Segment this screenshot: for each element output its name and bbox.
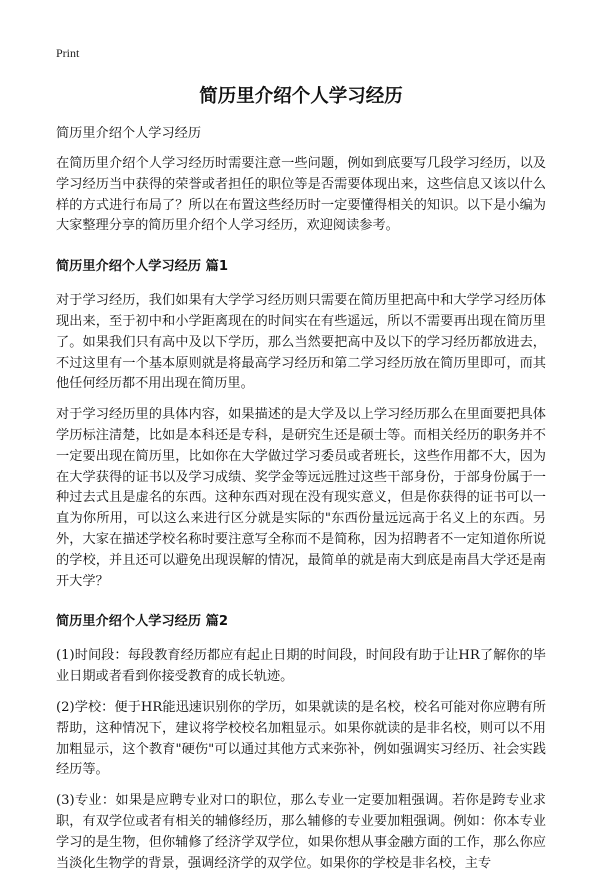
section-2-paragraph: (1)时间段：每段教育经历都应有起止日期的时间段，时间段有助于让HR了解你的毕业日期或者看到你接受教育的成长轨迹。 xyxy=(56,648,546,685)
section-heading-1: 简历里介绍个人学习经历 篇1 xyxy=(56,259,229,275)
print-link[interactable]: Print xyxy=(56,46,80,60)
section-heading-2: 简历里介绍个人学习经历 篇2 xyxy=(56,614,229,630)
intro-paragraph: 在简历里介绍个人学习经历时需要注意一些问题，例如到底要写几段学习经历，以及学习经历当中获得的荣誉或者担任的职位等是否需要体现出来，这些信息又该以什么样的方式进行布局了？所以在布置这些经历时一定要懂得相关的知识。以下是小编为大家整理分享的简历里介绍个人学习经历，欢迎阅读参考。 xyxy=(56,156,546,234)
section-2-paragraph: (2)学校：便于HR能迅速识别你的学历，如果就读的是名校，校名可能对你应聘有所帮助，这种情况下，建议将学校校名加粗显示。如果你就读的是非名校，则可以不用加粗显示，这个教育"硬伤"可以通过其他方式来弥补，例如强调实习经历、社会实践经历等。 xyxy=(56,699,546,778)
document-subtitle: 简历里介绍个人学习经历 xyxy=(56,126,202,141)
page-title: 简历里介绍个人学习经历 xyxy=(199,86,403,107)
section-1-paragraph: 对于学习经历里的具体内容，如果描述的是大学及以上学习经历那么在里面要把具体学历标注清楚，比如是本科还是专科，是研究生还是硕士等。而相关经历的职务并不一定要出现在简历里，比如你在大学做过学习委员或者班长，这些作用都不大，因为在大学获得的证书以及学习成绩、奖学金等远远胜过这些干部身份，于部身份属于一种过去式且是虚名的东西。这种东西对现在没有现实意义，但是你获得的证书可以一直为你所用，可以这么来进行区分就是实际的"东西份量远远高于名义上的东西。另外，大家在描述学校名称时要注意写全称而不是简称，因为招聘者不一定知道你所说的学校，并且还可以避免出现误解的情况，最简单的就是南大到底是南昌大学还是南开大学？ xyxy=(56,407,546,589)
section-1-paragraph: 对于学习经历，我们如果有大学学习经历则只需要在简历里把高中和大学学习经历体现出来，至于初中和小学距离现在的时间实在有些遥远，所以不需要再出现在简历里了。如果我们只有高中及以下学历，那么当然要把高中及以下的学习经历都放进去，不过这里有一个基本原则就是将最高学习经历和第二学习经历放在简历里即可，而其他任何经历都不用出现在简历里。 xyxy=(56,293,546,392)
section-2-paragraph: (3)专业：如果是应聘专业对口的职位，那么专业一定要加粗强调。若你是跨专业求职，有双学位或者有相关的辅修经历，那么辅修的专业要加粗强调。例如：你本专业学习的是生物，但你辅修了经济学双学位，如果你想从事金融方面的工作，那么你应当淡化生物学的背景，强调经济学的双学位。如果你的学校是非名校，主专 xyxy=(56,793,546,871)
